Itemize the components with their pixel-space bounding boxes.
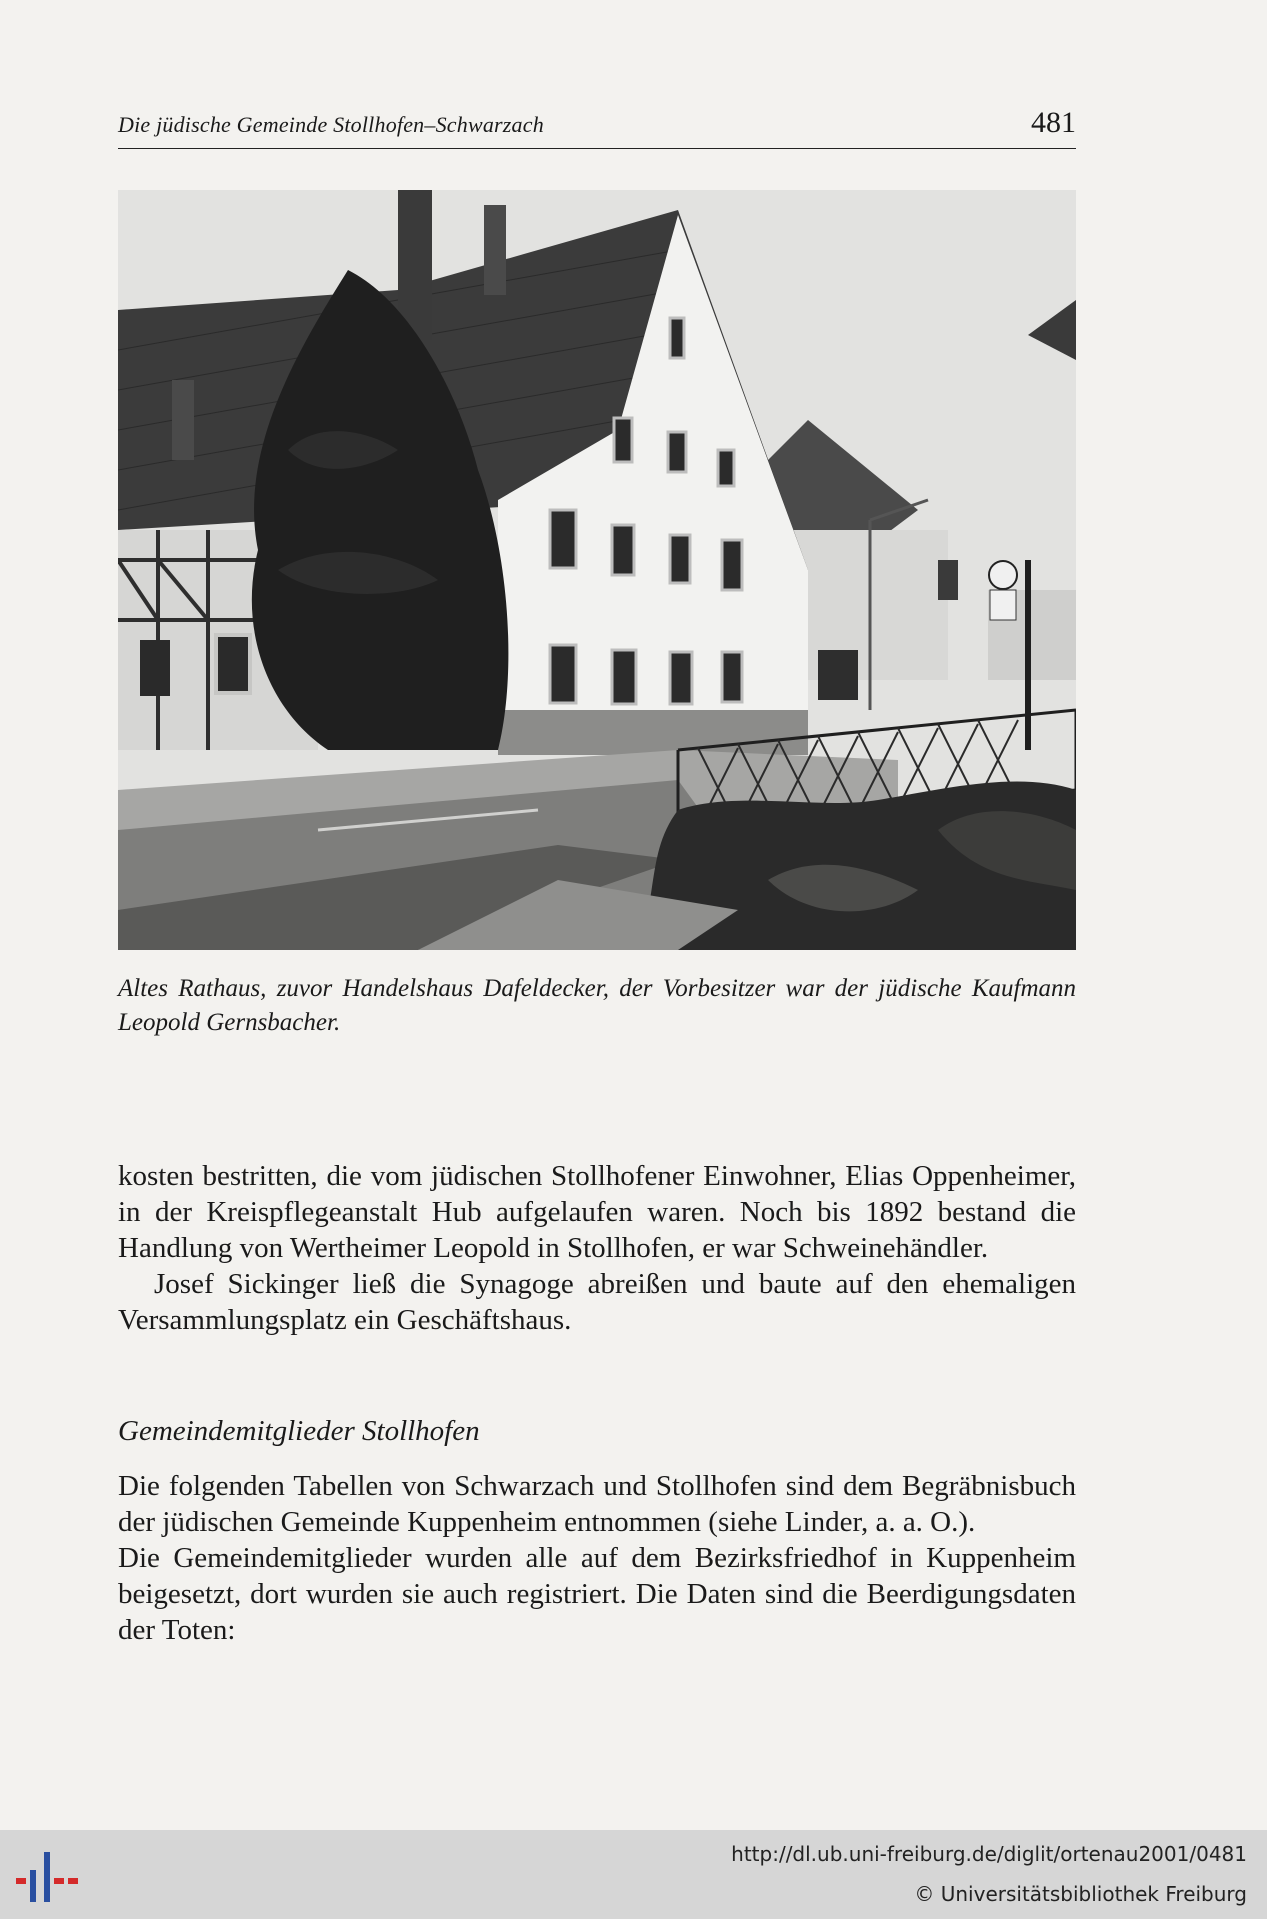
source-url-link[interactable]: http://dl.ub.uni-freiburg.de/diglit/ortenau2001/0481 [731, 1842, 1247, 1866]
section-subheading: Gemeindemitglieder Stollhofen [118, 1415, 480, 1447]
body-text-block-2 [118, 1468, 1076, 1648]
page-number: 481 [1031, 106, 1076, 139]
running-title: Die jüdische Gemeinde Stollhofen–Schwarzach [118, 112, 544, 137]
photo-illustration [118, 190, 1076, 950]
paragraph: Die Gemeindemitglieder wurden alle auf dem Bezirksfriedhof in Kuppenheim beigesetzt, dort wurden sie auch registriert. Die Daten sind die Beerdigungsdaten der Toten: [118, 1542, 1076, 1646]
copyright-notice: © Universitätsbibliothek Freiburg [914, 1882, 1247, 1906]
footer-bar [0, 1830, 1267, 1919]
body-text-block-1 [118, 1158, 1076, 1338]
figure-caption: Altes Rathaus, zuvor Handelshaus Dafeldecker, der Vorbesitzer war der jüdische Kaufmann Leopold Gernsbacher. [118, 975, 1076, 1036]
paragraph: Die folgenden Tabellen von Schwarzach und Stollhofen sind dem Begräbnisbuch der jüdischen Gemeinde Kuppenheim entnommen (siehe Linder, a. a. O.). [118, 1470, 1076, 1538]
paragraph: kosten bestritten, die vom jüdischen Stollhofener Einwohner, Elias Oppenheimer, in der Kreispflegeanstalt Hub aufgelaufen waren. Noch bis 1892 bestand die Handlung von Wertheimer Leopold in Stollhofen, er war Schweinehändler. [118, 1160, 1076, 1264]
running-head [118, 108, 1076, 149]
paragraph: Josef Sickinger ließ die Synagoge abreißen und baute auf den ehemaligen Versammlungsplatz ein Geschäftshaus. [118, 1268, 1076, 1336]
photograph-old-town-hall [118, 190, 1076, 950]
ub-freiburg-logo-icon [14, 1844, 84, 1906]
